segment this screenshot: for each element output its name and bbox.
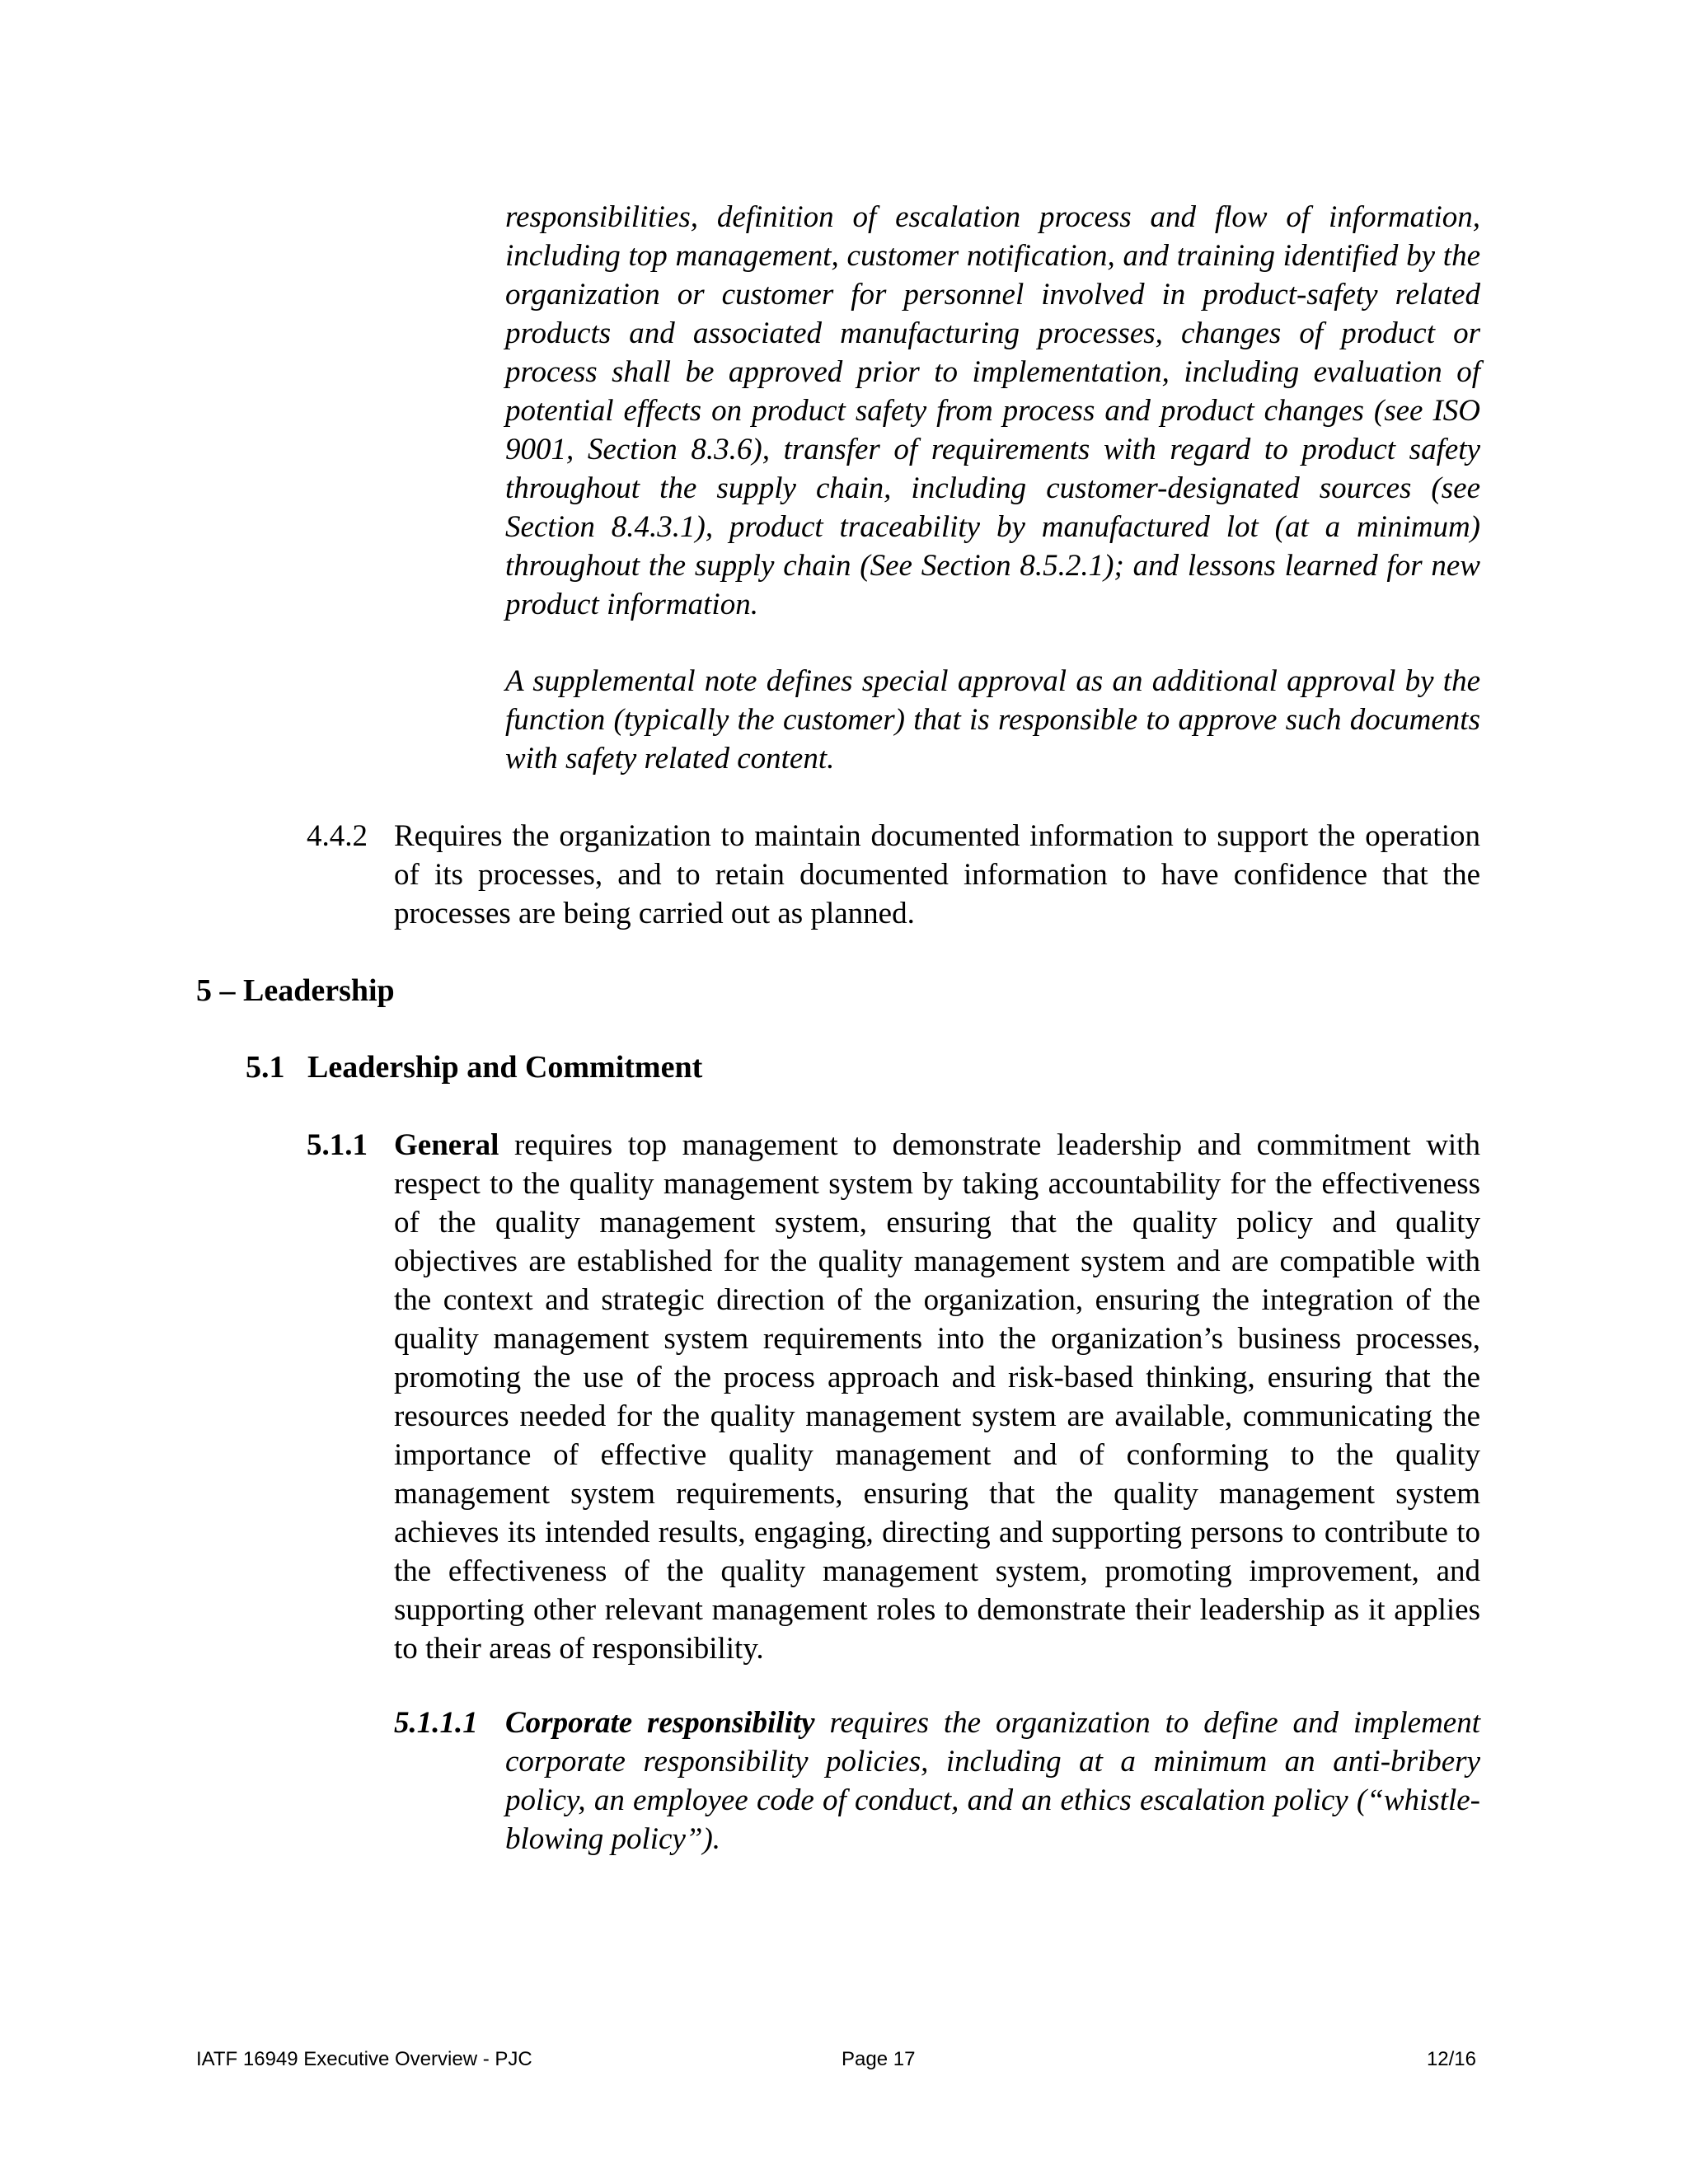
- supplemental-note-paragraph: A supplemental note defines special approval as an additional approval by the function (typically the customer) that is responsible to approve such documents with safety related content.: [505, 664, 1480, 776]
- footer-document-title: IATF 16949 Executive Overview - PJC: [196, 2048, 532, 2070]
- section-511-number: 5.1.1: [307, 1128, 368, 1162]
- footer-date: 12/16: [1426, 2048, 1476, 2070]
- section-442-number: 4.4.2: [307, 819, 368, 853]
- section-511-text: requires top management to demonstrate leadership and commitment with respect to the quality management system by taking accountability for the effectiveness of the quality management system, ensuring that the quality policy and quality objectives are established for the quality management system and are compatible with the context and strategic direction of the organization, ensuring the integration of the quality management system requirements into the organization’s business processes, promoting the use of the process approach and risk-based thinking, ensuring that the resources needed for the quality management system are available, communicating the importance of effective quality management and of conforming to the quality management system requirements, ensuring that the quality management system achieves its intended results, engaging, directing and supporting persons to contribute to the effectiveness of the quality management system, promoting improvement, and supporting other relevant management roles to demonstrate their leadership as it applies to their areas of responsibility.: [394, 1128, 1480, 1666]
- section-442-paragraph: Requires the organization to maintain documented information to support the operation of its processes, and to retain documented information to have confidence that the processes are being carried out as planned.: [394, 819, 1480, 930]
- section-5111-term: Corporate responsibility: [505, 1706, 815, 1740]
- section-5111-number: 5.1.1.1: [394, 1706, 478, 1740]
- product-safety-continuation-paragraph: responsibilities, definition of escalation process and flow of information, including top management, customer notification, and training identified by the organization or customer for personnel involved in product-safety related products and associated manufacturing processes, changes of product or process shall be approved prior to implementation, including evaluation of potential effects on product safety from process and product changes (see ISO 9001, Section 8.3.6), transfer of requirements with regard to product safety throughout the supply chain, including customer-designated sources (see Section 8.4.3.1), product traceability by manufactured lot (at a minimum) throughout the supply chain (See Section 8.5.2.1); and lessons learned for new product information.: [505, 200, 1480, 621]
- section-511-paragraph: [394, 1126, 1480, 1668]
- section-511-term: General: [394, 1128, 499, 1162]
- section-51-number: 5.1: [246, 1050, 285, 1085]
- section-5111-paragraph: [505, 1704, 1480, 1858]
- section-5-heading: 5 – Leadership: [196, 973, 395, 1008]
- footer-page-number: Page 17: [842, 2048, 916, 2070]
- section-51-title: Leadership and Commitment: [307, 1050, 703, 1085]
- section-5111-text: requires the organization to define and implement corporate responsibility policies, including at a minimum an anti-bribery policy, an employee code of conduct, and an ethics escalation policy (“whistle-blowing policy”).: [505, 1706, 1480, 1856]
